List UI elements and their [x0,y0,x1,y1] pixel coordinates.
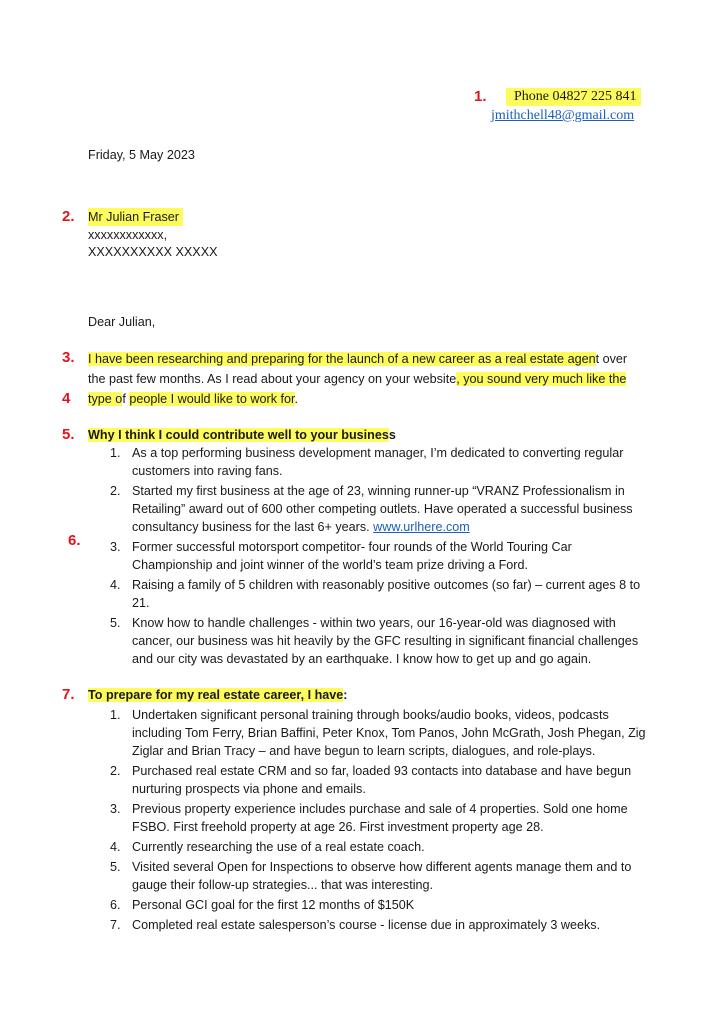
marker-2: 2. [62,208,75,225]
list-item: 4. Raising a family of 5 children with reasonably positive outcomes (so far) – current ages 8 to 21. [110,578,641,610]
intro-highlight-1: I have been researching and preparing for the launch of a new career as a real estate agen [88,352,596,366]
letter-date: Friday, 5 May 2023 [88,148,195,162]
section-2-heading [88,688,347,702]
list-item: 3. Previous property experience includes purchase and sale of 4 properties. Sold one home FSBO. First freehold property at age 26. First investment property age 28. [110,802,628,834]
list-item: 1. As a top performing business development manager, I’m dedicated to converting regular customers into raving fans. [110,446,624,478]
intro-highlight-3: people I would like to work for [129,392,295,406]
website-link[interactable]: www.urlhere.com [373,520,470,534]
preparation-list [110,706,650,936]
section-1-heading-end: s [388,428,396,442]
recipient-address-line-1: xxxxxxxxxxxx, [88,228,168,242]
list-item: 2. Started my first business at the age of 23, winning runner-up “VRANZ Professionalism in Retailing” award out of 600 other competing outlets. Have operated a successful business consultancy business for the last 6+ years. www.urlhere.com [110,484,633,534]
recipient-address-line-2: XXXXXXXXXX XXXXX [88,245,218,259]
list-item: 5. Visited several Open for Inspections to observe how different agents manage them and to gauge their follow-up strategies... that was interesting. [110,860,632,892]
marker-4: 4 [62,390,71,407]
intro-text-2: f [122,392,126,406]
list-item: 1. Undertaken significant personal training through books/audio books, videos, podcasts including Tom Ferry, Brian Baffini, Peter Knox, Tom Panos, John McGrath, Josh Phegan, Zig Ziglar and Brian Tracy – and have begun to learn scripts, dialogues, and role-plays. [110,708,646,758]
marker-1: 1. [474,88,487,105]
list-item: 2. Purchased real estate CRM and so far, loaded 93 contacts into database and have begun nurturing prospects via phone and emails. [110,764,632,796]
intro-paragraph [88,349,648,409]
marker-3: 3. [62,349,75,366]
salutation: Dear Julian, [88,315,156,329]
section-1-heading-highlight: Why I think I could contribute well to your busines [88,428,389,442]
list-item: 7. Completed real estate salesperson’s course - license due in approximately 3 weeks. [110,918,601,932]
marker-6: 6. [68,532,81,549]
list-item: 4. Currently researching the use of a real estate coach. [110,840,425,854]
section-1-heading [88,428,396,442]
list-item: 6. Personal GCI goal for the first 12 months of $150K [110,898,415,912]
phone-number: Phone 04827 225 841 [506,88,641,106]
intro-text-1: t over the past few months. As I read about your agency on your website [88,352,628,386]
section-2-heading-highlight: To prepare for my real estate career, I have [88,688,344,702]
recipient-name: Mr Julian Fraser [88,208,183,226]
marker-5: 5. [62,426,75,443]
list-item: 3. Former successful motorsport competitor- four rounds of the World Touring Car Championship and joint winner of the world’s team prize driving a Ford. [110,540,572,572]
list-item: 5. Know how to handle challenges - within two years, our 16-year-old was diagnosed with cancer, our business was hit heavily by the GFC resulting in significant financial challenges and our city was devastated by an earthquake. I know how to get up and go again. [110,616,639,666]
intro-highlight-2: , you sound very much like the type o [88,372,627,406]
intro-text-3: . [294,392,299,406]
email-link[interactable]: jmithchell48@gmail.com [491,108,635,123]
marker-7: 7. [62,686,75,703]
contribution-list [110,444,650,670]
section-2-heading-end: : [343,688,348,702]
